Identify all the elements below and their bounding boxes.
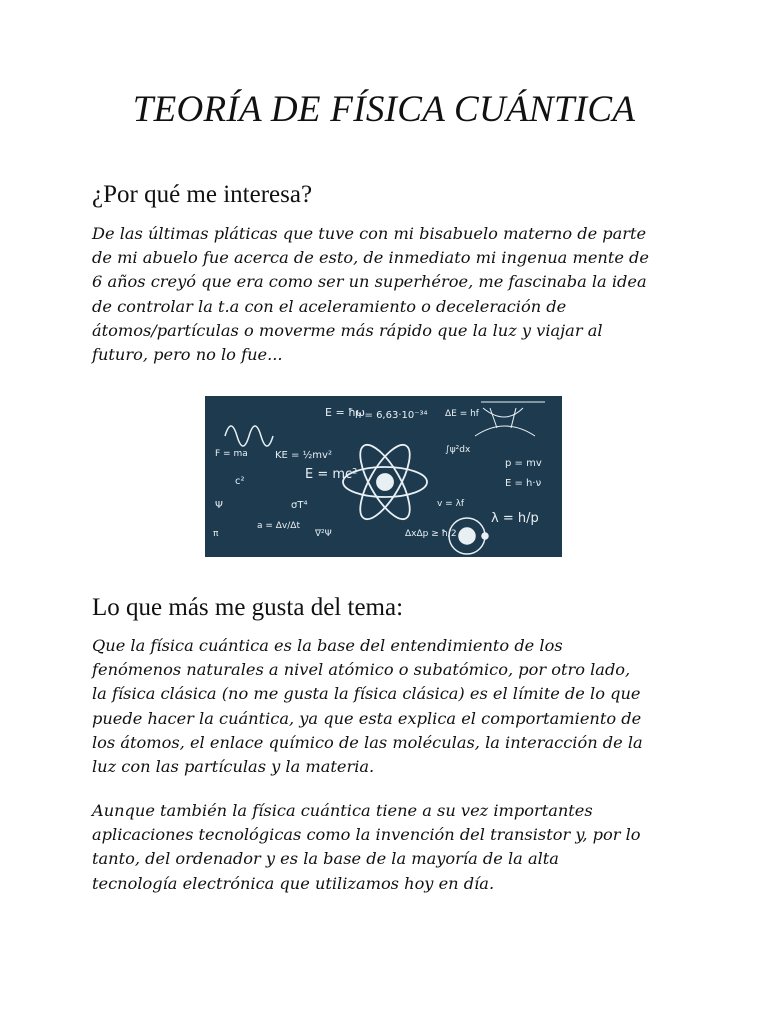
formula-text: h = 6,63·10⁻³⁴ [355, 410, 428, 421]
blackboard-illustration [205, 396, 562, 557]
formula-text: π [213, 529, 219, 539]
paragraph-line: Que la física cuántica es la base del entendimiento de los [92, 636, 563, 655]
quantum-physics-image [205, 396, 562, 557]
paragraph-line: la física clásica (no me gusta la física clásica) es el límite de lo que [92, 684, 641, 704]
paragraph-line: puede hacer la cuántica, ya que esta explica el comportamiento de [92, 708, 642, 728]
paragraph-line: De las últimas pláticas que tuve con mi bisabuelo materno de parte [92, 224, 647, 243]
paragraph-interest [92, 222, 692, 367]
formula-text: a = Δv/Δt [257, 521, 300, 531]
paragraph-line: tanto, del ordenador y es la base de la mayoría de la alta [92, 849, 559, 869]
section-heading-interest: ¿Por qué me interesa? [92, 181, 313, 208]
formula-text: p = mv [505, 458, 542, 469]
formula-text: ∫ψ²dx [445, 445, 471, 455]
formula-text: σT⁴ [291, 500, 308, 511]
formula-text: ΔxΔp ≥ ħ/2 [405, 529, 457, 539]
paragraph-favorite-1 [92, 634, 692, 779]
formula-text: E = ħω [325, 406, 366, 419]
paragraph-line: tecnología electrónica que utilizamos hoy en día. [92, 873, 495, 893]
atom-icon [343, 438, 427, 526]
document-title: TEORÍA DE FÍSICA CUÁNTICA [132, 89, 636, 130]
paragraph-line: Aunque también la física cuántica tiene a su vez importantes [92, 801, 593, 820]
paragraph-line: 6 años creyó que era como ser un superhéroe, me fascinaba la idea [92, 272, 647, 292]
paragraph-line: aplicaciones tecnológicas como la invención del transistor y, por lo [92, 825, 641, 845]
formula-text: c² [235, 476, 245, 487]
paragraph-line: futuro, pero no lo fue... [92, 345, 283, 365]
formula-text: KE = ½mv² [275, 450, 332, 461]
formula-text: ∇²Ψ [315, 529, 332, 539]
paragraph-line: de mi abuelo fue acerca de esto, de inmediato mi ingenua mente de [92, 248, 649, 268]
formula-text: Ψ [215, 500, 223, 511]
formula-text: E = mc² [305, 467, 358, 482]
paragraph-favorite-2 [92, 799, 692, 896]
paragraph-line: luz con las partículas y la materia. [92, 757, 375, 777]
formula-layer [213, 406, 542, 539]
paragraph-line: de controlar la t.a con el aceleramiento o deceleración de [92, 296, 567, 316]
wave-icon [225, 426, 273, 446]
formula-text: F = ma [215, 449, 248, 459]
section-heading-favorite: Lo que más me gusta del tema: [92, 594, 404, 621]
formula-text: E = h·ν [505, 478, 542, 489]
formula-text: v = λf [437, 499, 465, 509]
spacetime-funnel-icon [475, 402, 545, 436]
paragraph-line: átomos/partículas o moverme más rápido que la luz y viajar al [92, 320, 603, 340]
paragraph-line: los átomos, el enlace químico de las moléculas, la interacción de la [92, 732, 643, 752]
paragraph-line: fenómenos naturales a nivel atómico o subatómico, por otro lado, [92, 660, 631, 680]
formula-text: λ = h/p [491, 511, 539, 526]
formula-text: ΔE = hf [445, 409, 479, 419]
